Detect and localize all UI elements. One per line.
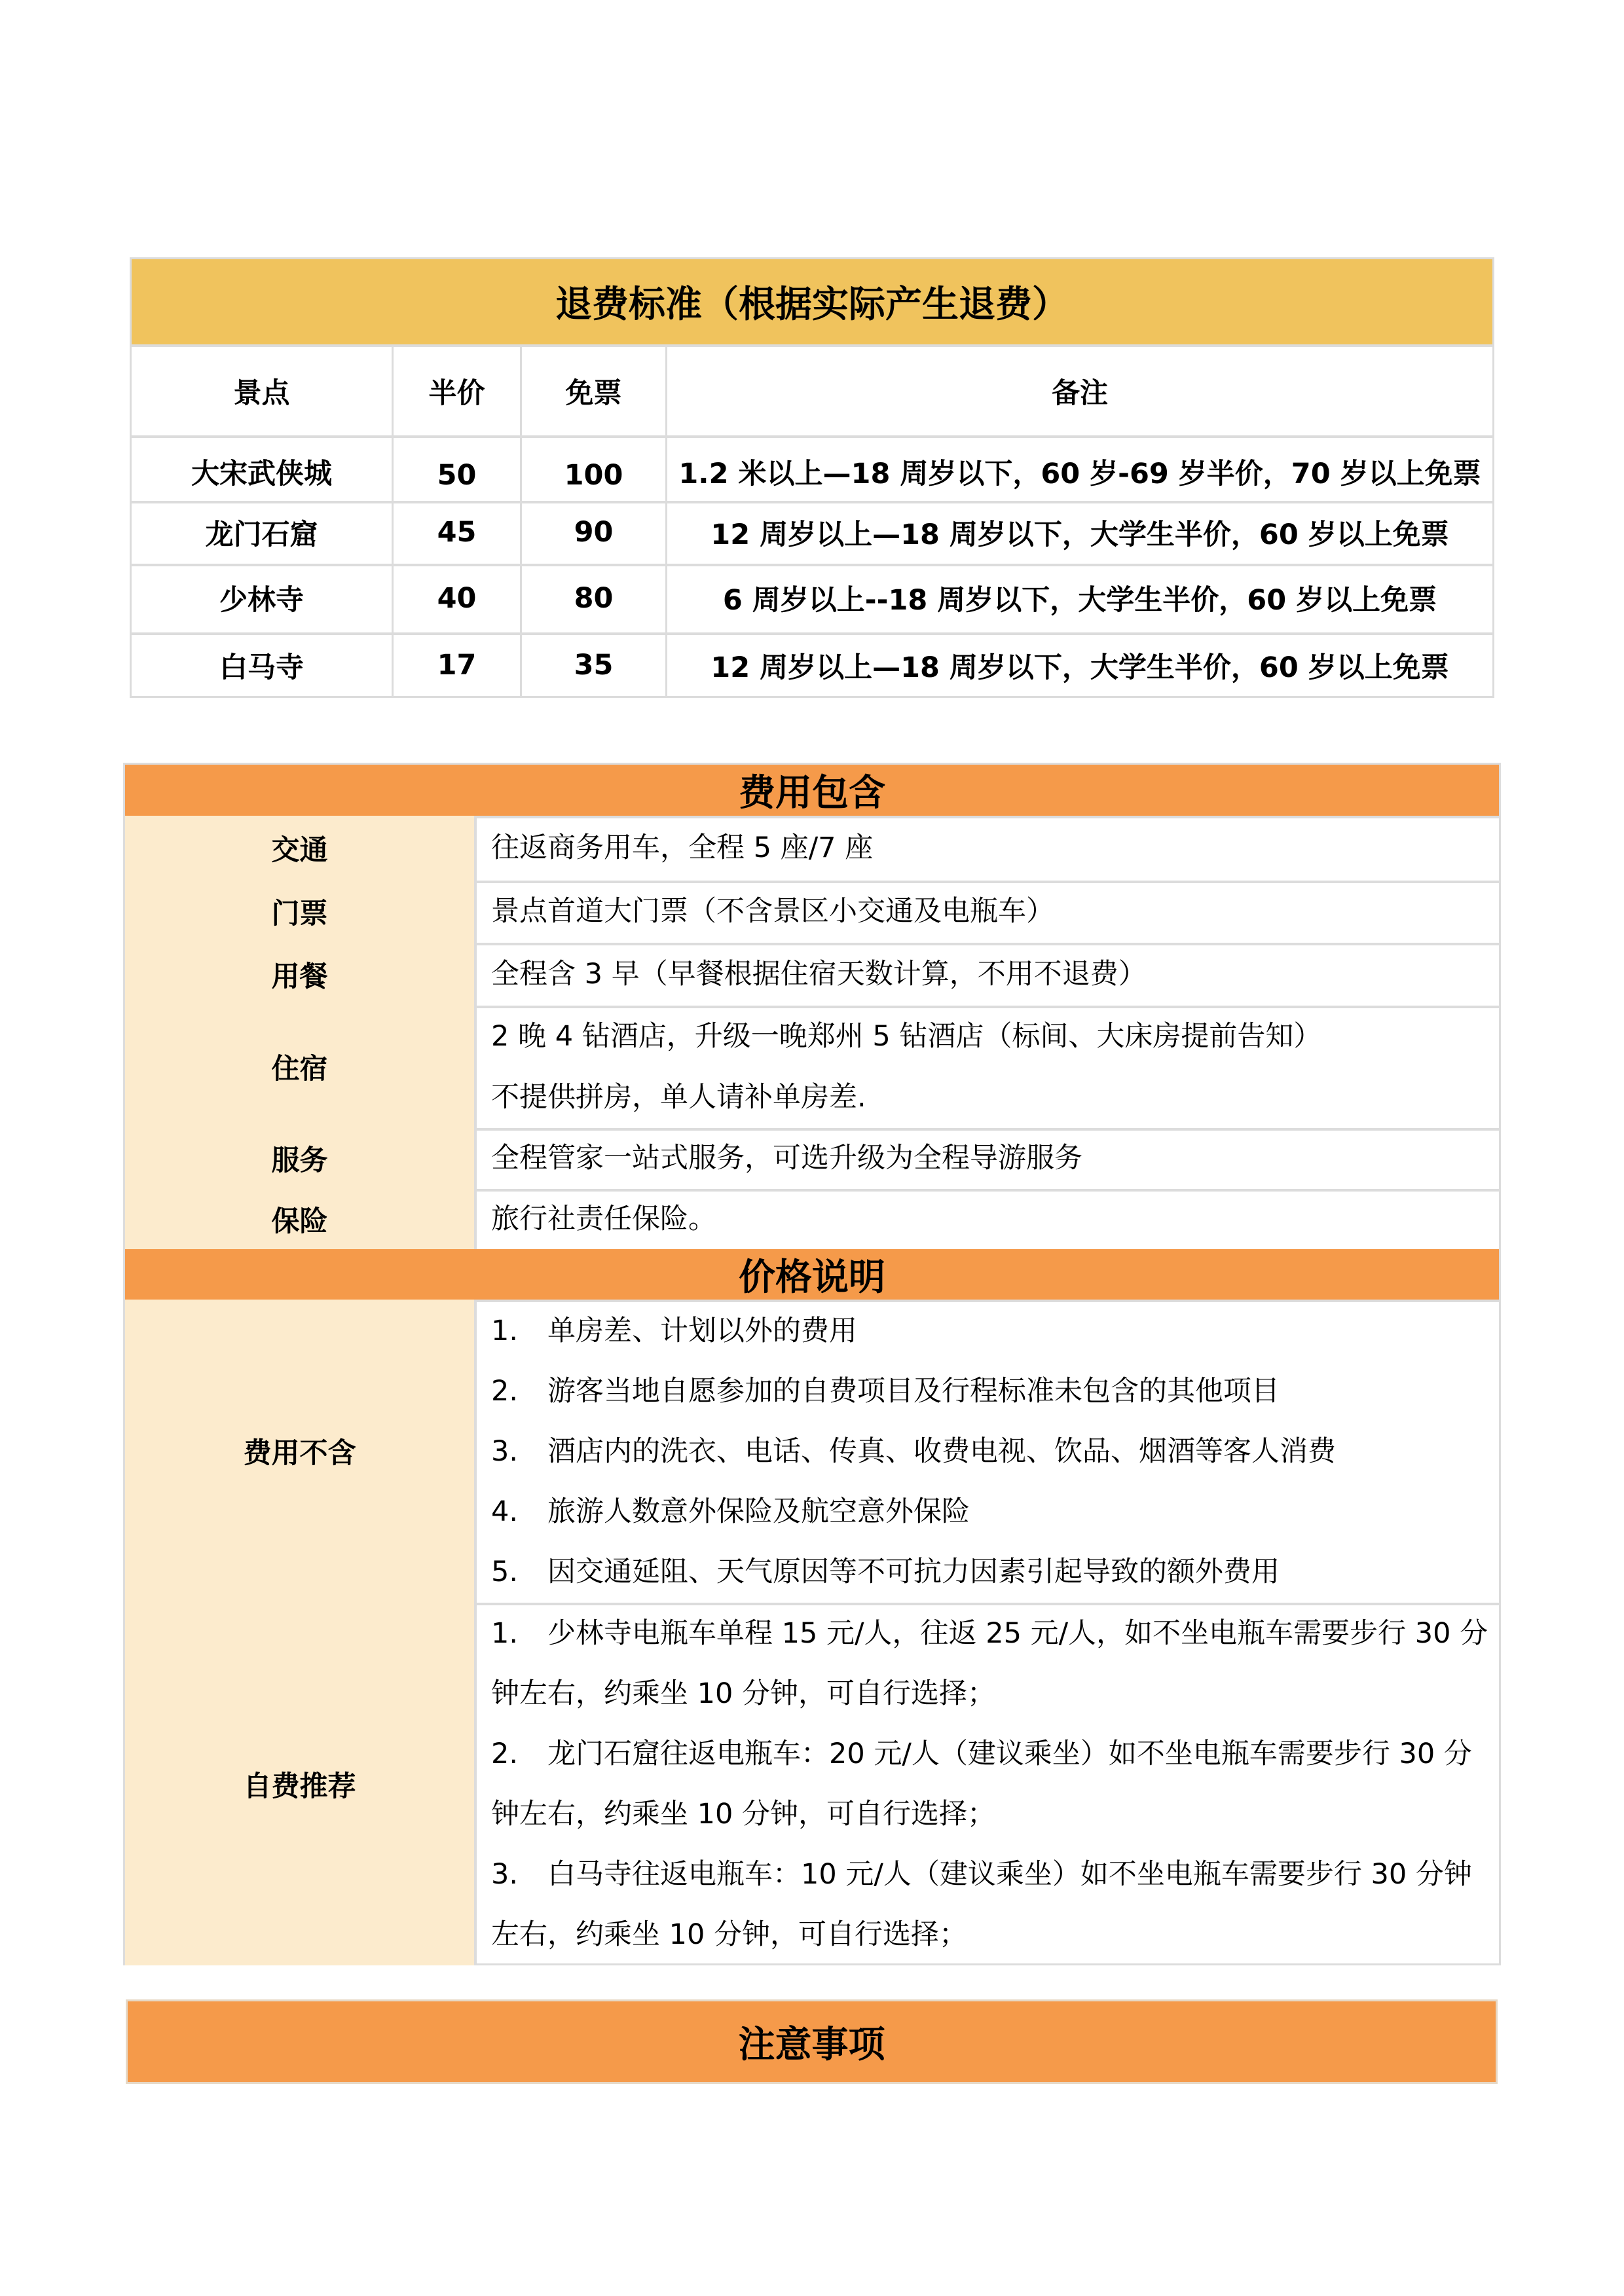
row-value: 全程含 3 早（早餐根据住宿天数计算，不用不退费） [491,957,1147,991]
list-item: 4. 旅游人数意外保险及航空意外保险 [491,1495,970,1528]
list-item: 1. 单房差、计划以外的费用 [491,1314,857,1347]
fee-row-meals [125,943,1499,1008]
row-value: 全程管家一站式服务，可选升级为全程导游服务 [491,1142,1082,1175]
note: 1.2 米以上—18 周岁以下，60 岁-69 岁半价，70 岁以上免票 [678,458,1481,490]
refund-standard-table [130,257,1494,698]
row-value: 往返商务用车，全程 5 座/7 座 [491,831,874,864]
note: 12 周岁以上—18 周岁以下，大学生半价，60 岁以上免票 [710,651,1449,684]
site-name: 白马寺 [132,632,394,698]
list-item: 3. 白马寺往返电瓶车：10 元/人（建议乘坐）如不坐电瓶车需要步行 30 分钟 [491,1858,1472,1891]
row-label: 住宿 [125,1006,477,1128]
free-price: 100 [522,435,667,501]
free-price: 35 [522,632,667,698]
price-row-excluded [125,1300,1499,1605]
list-item: 5. 因交通延阻、天气原因等不可抗力因素引起导致的额外费用 [491,1555,1280,1588]
column-header-note: 备注 [1052,377,1108,410]
list-item: 1. 少林寺电瓶车单程 15 元/人，往返 25 元/人，如不坐电瓶车需要步行 30 分 [491,1617,1488,1650]
list-item: 3. 酒店内的洗衣、电话、传真、收费电视、饮品、烟酒等客人消费 [491,1434,1336,1468]
half-price: 50 [394,435,522,501]
row-label: 门票 [125,881,477,943]
row-label: 费用不含 [125,1300,477,1603]
row-value: 景点首道大门票（不含景区小交通及电瓶车） [491,895,1054,928]
note: 6 周岁以上--18 周岁以下，大学生半价，60 岁以上免票 [722,584,1437,617]
refund-table-header-row [132,347,1492,438]
row-label: 保险 [125,1189,477,1249]
row-value-line: 不提供拼房，单人请补单房差. [491,1080,866,1114]
site-name: 少林寺 [132,564,394,632]
table-row [132,632,1492,698]
list-item: 2. 游客当地自愿参加的自费项目及行程标准未包含的其他项目 [491,1374,1280,1408]
table-row [132,435,1492,503]
refund-table-title: 退费标准（根据实际产生退费） [132,259,1492,347]
fee-row-service [125,1128,1499,1192]
half-price: 45 [394,501,522,564]
half-price: 17 [394,632,522,698]
list-item-continuation: 左右，约乘坐 10 分钟，可自行选择； [491,1918,968,1951]
row-label: 自费推荐 [125,1603,477,1965]
fee-row-lodging [125,1006,1499,1131]
half-price: 40 [394,564,522,632]
price-row-optional [125,1603,1499,1965]
free-price: 90 [522,501,667,564]
column-header-half-price: 半价 [394,347,522,435]
row-label: 用餐 [125,943,477,1006]
fee-row-insurance [125,1189,1499,1249]
fee-row-transport [125,816,1499,883]
row-value-line: 2 晚 4 钻酒店，升级一晚郑州 5 钻酒店（标间、大床房提前告知） [491,1019,1322,1053]
fee-row-ticket [125,881,1499,945]
list-item: 2. 龙门石窟往返电瓶车：20 元/人（建议乘坐）如不坐电瓶车需要步行 30 分 [491,1738,1472,1770]
notice-header: 注意事项 [126,1999,1498,2084]
site-name: 大宋武侠城 [132,435,394,501]
fee-include-header: 费用包含 [125,765,1499,818]
column-header-free: 免票 [522,347,667,435]
table-row [132,501,1492,566]
column-header-site: 景点 [132,347,394,435]
table-row [132,564,1492,635]
list-item-continuation: 钟左右，约乘坐 10 分钟，可自行选择； [491,1798,996,1831]
note: 12 周岁以上—18 周岁以下，大学生半价，60 岁以上免票 [710,518,1449,551]
row-label: 交通 [125,816,477,881]
list-item-continuation: 钟左右，约乘坐 10 分钟，可自行选择； [491,1677,996,1710]
free-price: 80 [522,564,667,632]
row-value: 旅行社责任保险。 [491,1202,716,1235]
site-name: 龙门石窟 [132,501,394,564]
row-label: 服务 [125,1128,477,1189]
price-notes-header: 价格说明 [125,1249,1499,1302]
fee-details-table [123,763,1501,1965]
